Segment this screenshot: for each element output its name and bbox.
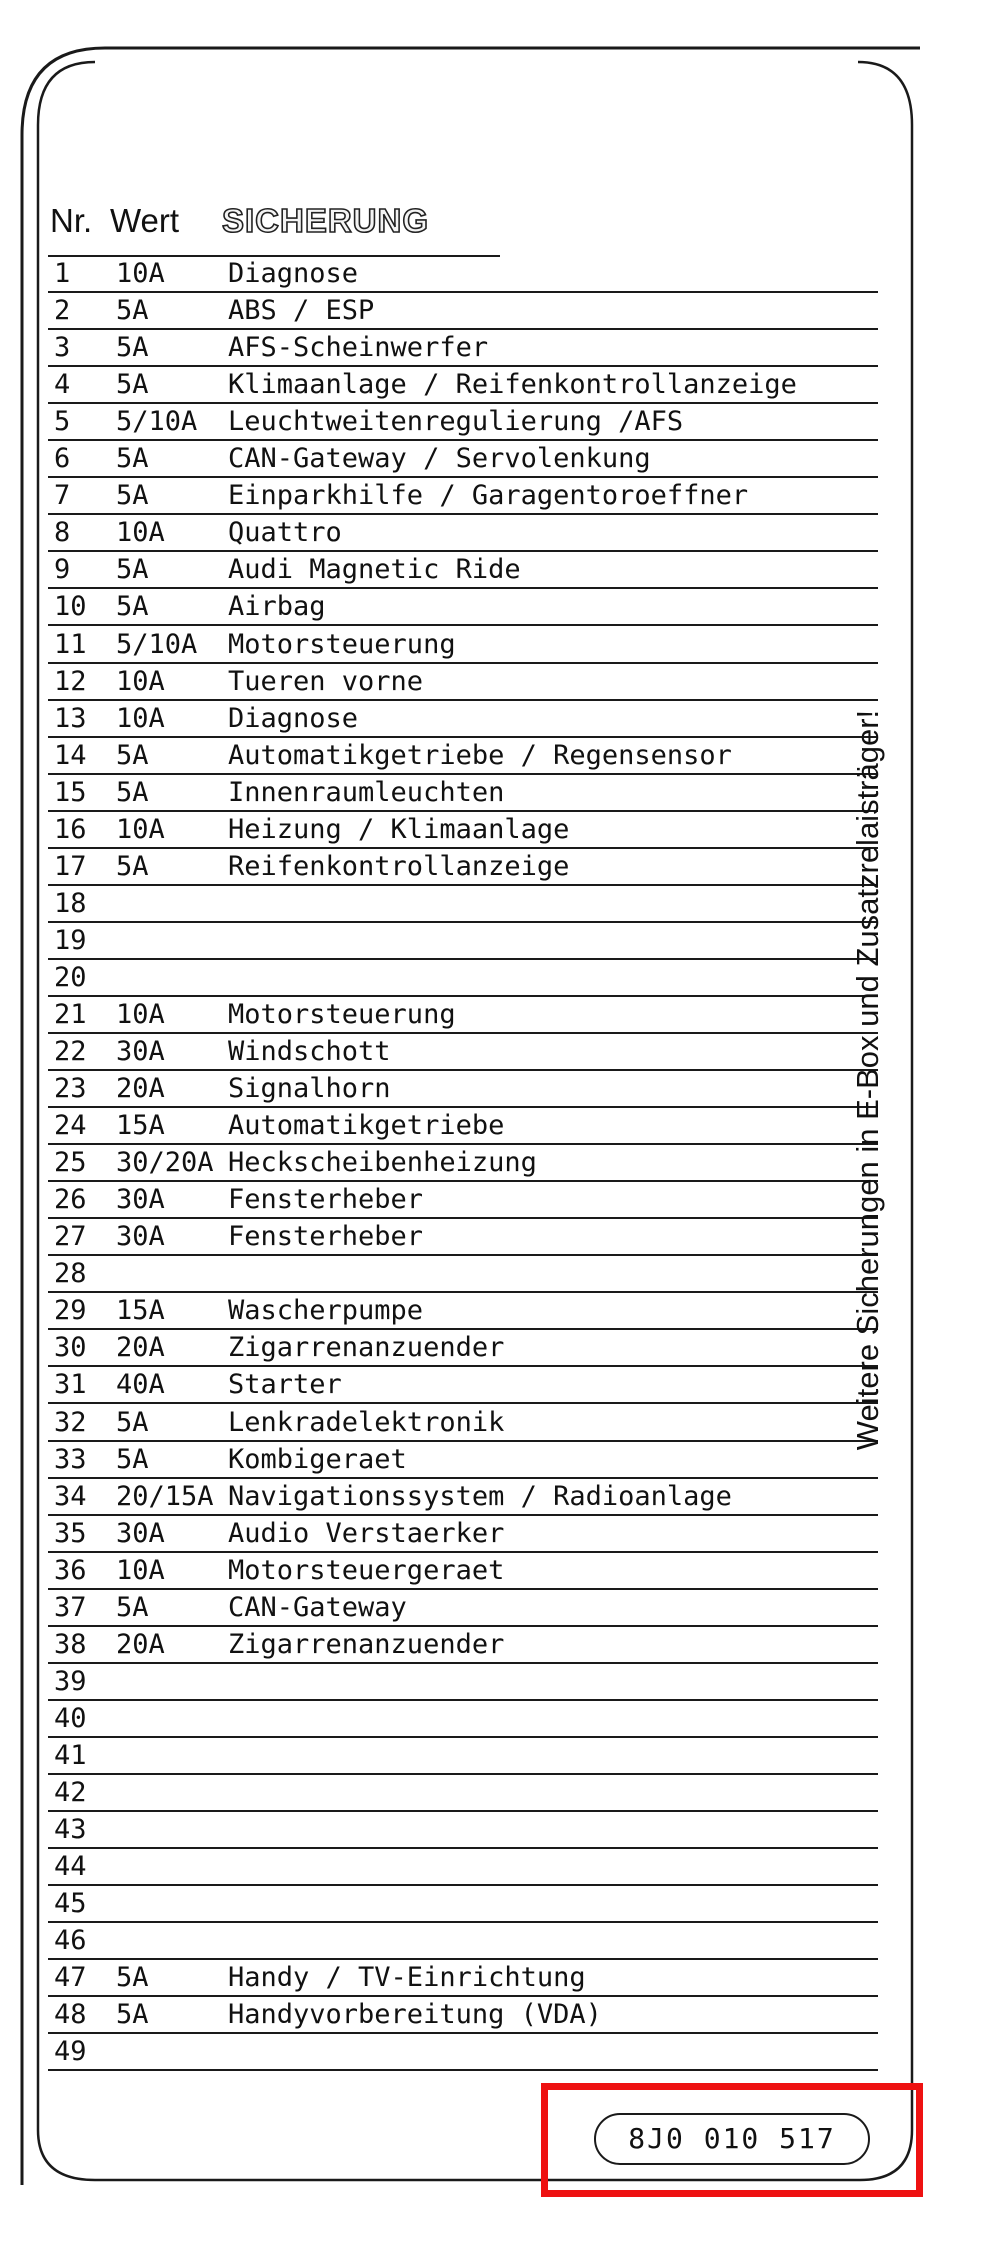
fuse-row — [48, 1219, 878, 1256]
fuse-number: 46 — [54, 1925, 87, 1957]
fuse-row — [48, 256, 878, 293]
fuse-number: 1 — [54, 258, 71, 290]
fuse-row — [48, 1256, 878, 1293]
fuse-row — [48, 1738, 878, 1775]
fuse-description: Heizung / Klimaanlage — [228, 813, 570, 845]
fuse-number: 5 — [54, 406, 71, 438]
fuse-description: Handy / TV-Einrichtung — [228, 1962, 586, 1994]
fuse-number: 26 — [54, 1184, 87, 1216]
fuse-rating: 15A — [116, 1110, 165, 1142]
column-header-wert: Wert — [110, 202, 180, 239]
fuse-row — [48, 1775, 878, 1812]
fuse-rating: 5A — [116, 591, 149, 623]
fuse-row — [48, 1330, 878, 1367]
fuse-row — [48, 1997, 878, 2034]
fuse-rating: 40A — [116, 1369, 165, 1401]
fuse-description: Signalhorn — [228, 1073, 391, 1105]
fuse-number: 10 — [54, 591, 87, 623]
fuse-row — [48, 589, 878, 626]
fuse-number: 49 — [54, 2036, 87, 2068]
fuse-row — [48, 775, 878, 812]
fuse-row — [48, 960, 878, 997]
fuse-description: ABS / ESP — [228, 295, 375, 327]
fuse-number: 13 — [54, 702, 87, 734]
fuse-rating: 20A — [116, 1332, 165, 1364]
fuse-number: 31 — [54, 1369, 87, 1401]
fuse-rating: 10A — [116, 1554, 165, 1586]
fuse-row — [48, 1293, 878, 1330]
fuse-number: 11 — [54, 628, 87, 660]
fuse-description: Kombigeraet — [228, 1443, 407, 1475]
fuse-description: Starter — [228, 1369, 342, 1401]
fuse-description: Reifenkontrollanzeige — [228, 850, 570, 882]
fuse-rating: 5A — [116, 369, 149, 401]
fuse-row — [48, 515, 878, 552]
fuse-row — [48, 1442, 878, 1479]
fuse-description: CAN-Gateway / Servolenkung — [228, 443, 651, 475]
fuse-number: 22 — [54, 1036, 87, 1068]
fuse-number: 44 — [54, 1851, 87, 1883]
fuse-number: 39 — [54, 1665, 87, 1697]
fuse-rating: 10A — [116, 702, 165, 734]
fuse-row — [48, 1701, 878, 1738]
fuse-rating: 30A — [116, 1036, 165, 1068]
fuse-number: 36 — [54, 1554, 87, 1586]
fuse-row — [48, 1145, 878, 1182]
fuse-number: 7 — [54, 480, 71, 512]
fuse-description: Innenraumleuchten — [228, 776, 505, 808]
fuse-number: 40 — [54, 1702, 87, 1734]
fuse-description: Fensterheber — [228, 1221, 424, 1253]
fuse-number: 16 — [54, 813, 87, 845]
fuse-number: 18 — [54, 887, 87, 919]
fuse-row — [48, 441, 878, 478]
fuse-row — [48, 1849, 878, 1886]
fuse-rating: 5A — [116, 332, 149, 364]
fuse-description: Wascherpumpe — [228, 1295, 424, 1327]
fuse-rating: 30/20A — [116, 1147, 214, 1179]
fuse-row — [48, 997, 878, 1034]
side-note: Weitere Sicherungen in E-Box und Zusatzrelaisträger! — [850, 709, 885, 1451]
fuse-rating: 10A — [116, 517, 165, 549]
fuse-description: Zigarrenanzuender — [228, 1332, 505, 1364]
fuse-description: Leuchtweitenregulierung /AFS — [228, 406, 684, 438]
fuse-row — [48, 1404, 878, 1441]
fuse-row — [48, 2034, 878, 2071]
fuse-row — [48, 1812, 878, 1849]
fuse-table — [48, 256, 878, 2071]
fuse-number: 43 — [54, 1814, 87, 1846]
fuse-rating: 5A — [116, 295, 149, 327]
fuse-number: 8 — [54, 517, 71, 549]
fuse-rating: 5A — [116, 1591, 149, 1623]
fuse-number: 27 — [54, 1221, 87, 1253]
fuse-rating: 5A — [116, 739, 149, 771]
fuse-rating: 5/10A — [116, 406, 198, 438]
fuse-row — [48, 1886, 878, 1923]
fuse-rating: 10A — [116, 813, 165, 845]
column-header-nr: Nr. — [50, 202, 93, 239]
fuse-rating: 10A — [116, 998, 165, 1030]
fuse-description: Navigationssystem / Radioanlage — [228, 1480, 732, 1512]
fuse-rating: 10A — [116, 258, 165, 290]
fuse-description: Klimaanlage / Reifenkontrollanzeige — [228, 369, 797, 401]
fuse-row — [48, 626, 878, 663]
fuse-number: 38 — [54, 1628, 87, 1660]
fuse-rating: 30A — [116, 1517, 165, 1549]
fuse-description: AFS-Scheinwerfer — [228, 332, 489, 364]
fuse-row — [48, 701, 878, 738]
fuse-description: Audio Verstaerker — [228, 1517, 505, 1549]
fuse-row — [48, 1627, 878, 1664]
fuse-row — [48, 367, 878, 404]
fuse-description: Lenkradelektronik — [228, 1406, 505, 1438]
fuse-description: Motorsteuerung — [228, 628, 456, 660]
fuse-rating: 30A — [116, 1221, 165, 1253]
fuse-number: 14 — [54, 739, 87, 771]
fuse-description: Zigarrenanzuender — [228, 1628, 505, 1660]
fuse-description: Einparkhilfe / Garagentoroeffner — [228, 480, 749, 512]
fuse-description: Diagnose — [228, 702, 359, 734]
fuse-rating: 5A — [116, 1962, 149, 1994]
fuse-number: 17 — [54, 850, 87, 882]
fuse-row — [48, 1590, 878, 1627]
fuse-rating: 5A — [116, 1443, 149, 1475]
fuse-description: Automatikgetriebe — [228, 1110, 505, 1142]
part-number-label: 8J0 010 517 — [594, 2113, 870, 2165]
fuse-number: 48 — [54, 1999, 87, 2031]
fuse-number: 34 — [54, 1480, 87, 1512]
fuse-rating: 5A — [116, 554, 149, 586]
fuse-number: 45 — [54, 1888, 87, 1920]
fuse-rating: 5A — [116, 480, 149, 512]
fuse-number: 20 — [54, 961, 87, 993]
fuse-number: 30 — [54, 1332, 87, 1364]
fuse-description: Airbag — [228, 591, 326, 623]
fuse-number: 37 — [54, 1591, 87, 1623]
fuse-number: 33 — [54, 1443, 87, 1475]
fuse-row — [48, 1516, 878, 1553]
fuse-rating: 5A — [116, 443, 149, 475]
fuse-description: Windschott — [228, 1036, 391, 1068]
fuse-rating: 20A — [116, 1628, 165, 1660]
fuse-row — [48, 1367, 878, 1404]
fuse-row — [48, 1553, 878, 1590]
fuse-row — [48, 664, 878, 701]
fuse-row — [48, 886, 878, 923]
fuse-row — [48, 812, 878, 849]
fuse-description: Automatikgetriebe / Regensensor — [228, 739, 732, 771]
fuse-rating: 20/15A — [116, 1480, 214, 1512]
fuse-description: Handyvorbereitung (VDA) — [228, 1999, 602, 2031]
fuse-number: 12 — [54, 665, 87, 697]
fuse-row — [48, 1923, 878, 1960]
fuse-description: Diagnose — [228, 258, 359, 290]
fuse-number: 32 — [54, 1406, 87, 1438]
fuse-row — [48, 1960, 878, 1997]
fuse-number: 9 — [54, 554, 71, 586]
fuse-rating: 5A — [116, 776, 149, 808]
fuse-description: Motorsteuergeraet — [228, 1554, 505, 1586]
highlight-box — [541, 2083, 923, 2197]
fuse-rating: 5A — [116, 1999, 149, 2031]
fuse-rating: 10A — [116, 665, 165, 697]
fuse-description: Quattro — [228, 517, 342, 549]
fuse-number: 21 — [54, 998, 87, 1030]
fuse-row — [48, 552, 878, 589]
fuse-description: Heckscheibenheizung — [228, 1147, 537, 1179]
fuse-number: 35 — [54, 1517, 87, 1549]
fuse-number: 42 — [54, 1776, 87, 1808]
fuse-row — [48, 738, 878, 775]
fuse-number: 2 — [54, 295, 71, 327]
fuse-description: Motorsteuerung — [228, 998, 456, 1030]
fuse-number: 41 — [54, 1739, 87, 1771]
fuse-row — [48, 1034, 878, 1071]
fuse-number: 24 — [54, 1110, 87, 1142]
fuse-description: Tueren vorne — [228, 665, 424, 697]
fuse-number: 28 — [54, 1258, 87, 1290]
fuse-number: 3 — [54, 332, 71, 364]
table-title: SICHERUNG — [222, 202, 430, 239]
fuse-row — [48, 1071, 878, 1108]
fuse-row — [48, 1182, 878, 1219]
fuse-row — [48, 849, 878, 886]
fuse-row — [48, 330, 878, 367]
fuse-rating: 5/10A — [116, 628, 198, 660]
fuse-row — [48, 478, 878, 515]
fuse-rating: 5A — [116, 850, 149, 882]
fuse-number: 29 — [54, 1295, 87, 1327]
fuse-description: Fensterheber — [228, 1184, 424, 1216]
fuse-rating: 15A — [116, 1295, 165, 1327]
fuse-number: 6 — [54, 443, 71, 475]
fuse-number: 4 — [54, 369, 71, 401]
fuse-row — [48, 1664, 878, 1701]
fuse-rating: 20A — [116, 1073, 165, 1105]
fuse-description: Audi Magnetic Ride — [228, 554, 521, 586]
fuse-row — [48, 1479, 878, 1516]
fuse-number: 23 — [54, 1073, 87, 1105]
fuse-row — [48, 404, 878, 441]
fuse-rating: 5A — [116, 1406, 149, 1438]
fuse-row — [48, 1108, 878, 1145]
fuse-rating: 30A — [116, 1184, 165, 1216]
fuse-row — [48, 293, 878, 330]
fuse-number: 25 — [54, 1147, 87, 1179]
fuse-description: CAN-Gateway — [228, 1591, 407, 1623]
fuse-number: 19 — [54, 924, 87, 956]
fuse-number: 15 — [54, 776, 87, 808]
fuse-number: 47 — [54, 1962, 87, 1994]
fuse-row — [48, 923, 878, 960]
